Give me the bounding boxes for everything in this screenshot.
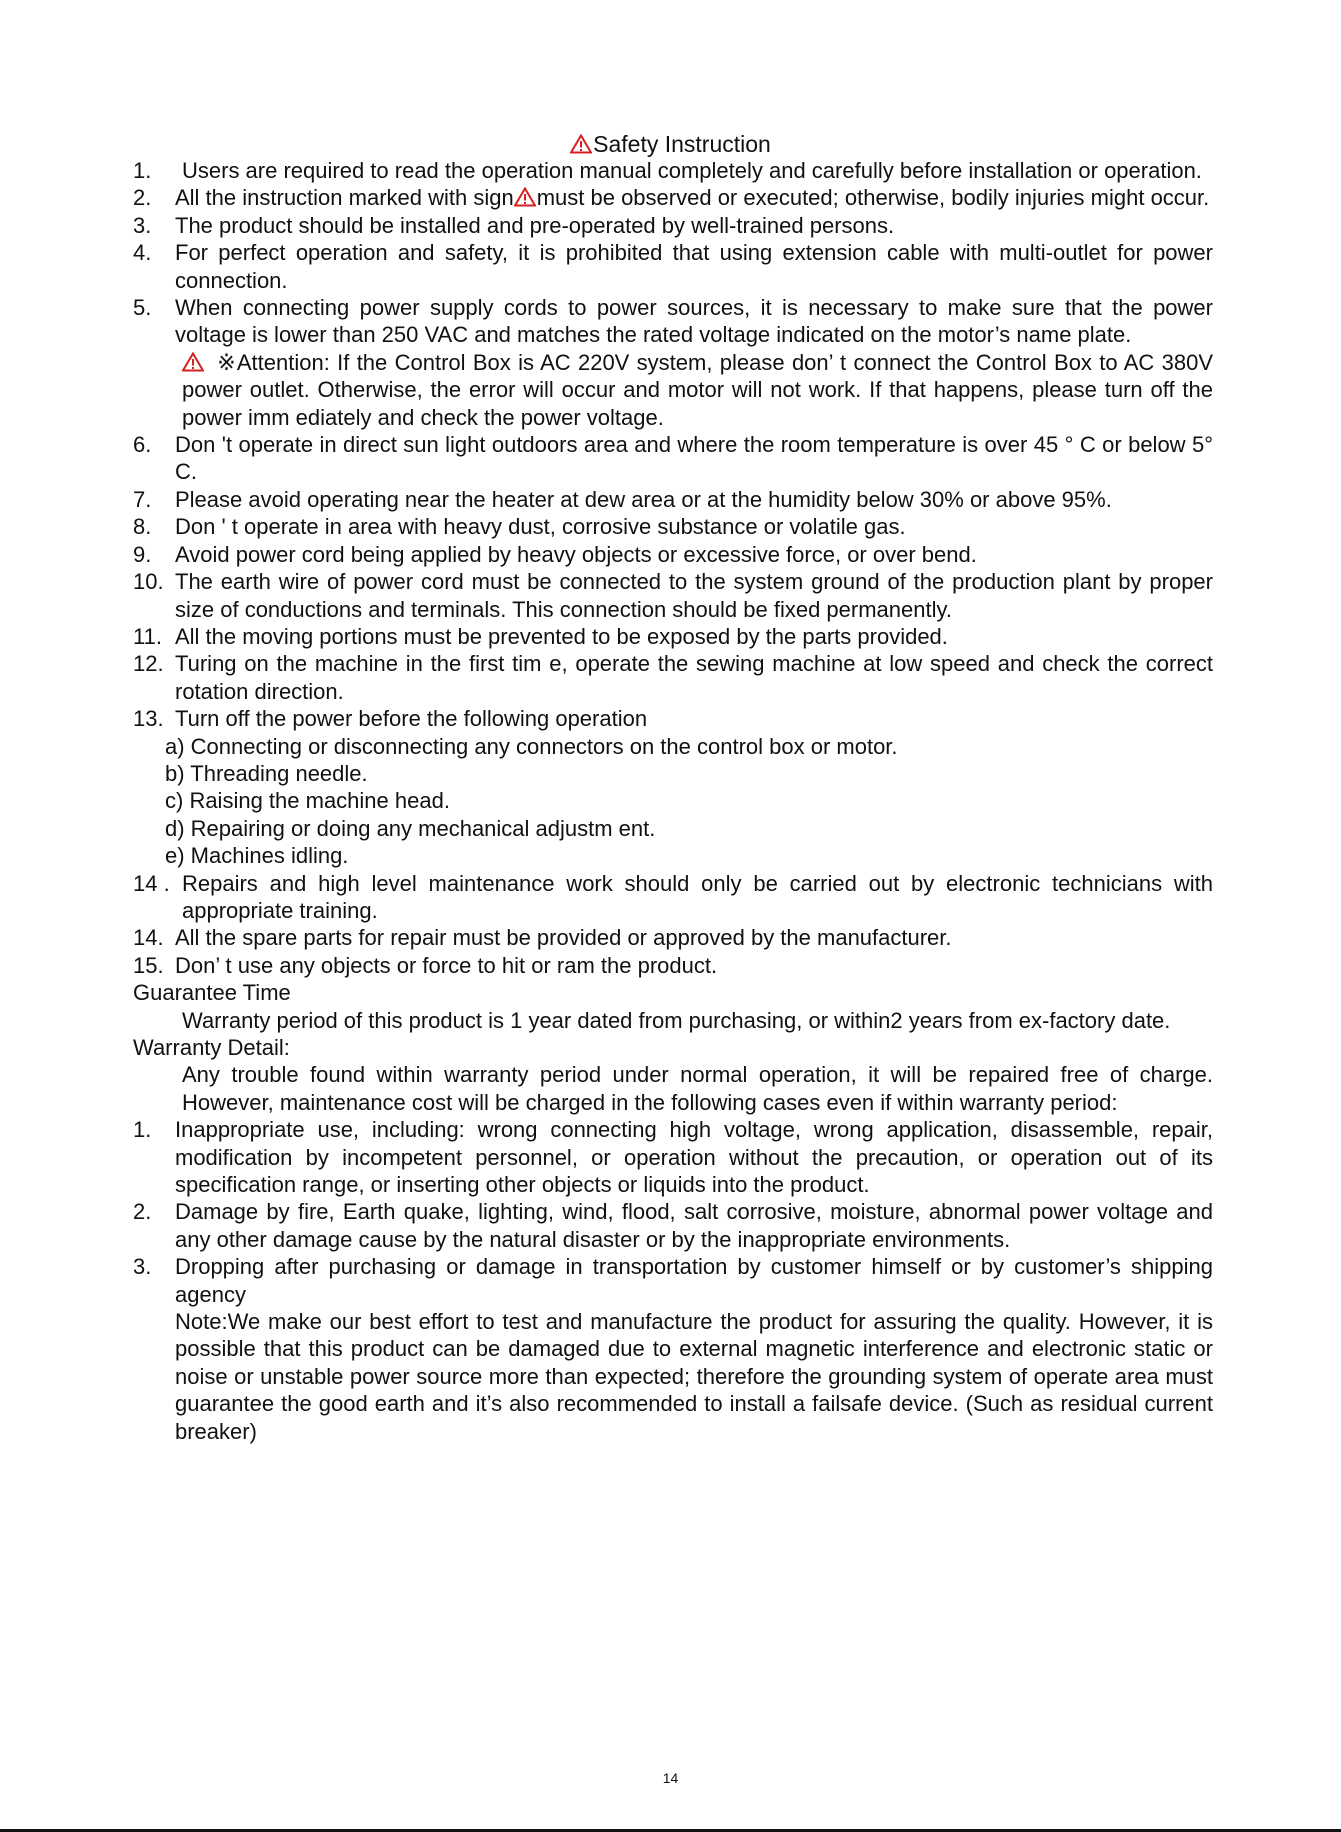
- item-text: Turn off the power before the following operation: [175, 706, 648, 732]
- item-number: 14 .: [133, 870, 170, 896]
- guarantee-text: Warranty period of this product is 1 year dated from purchasing, or within2 years from ex-factory date.: [182, 1007, 1171, 1033]
- item-text: Users are required to read the operation manual completely and carefully before installation or operation.: [182, 158, 1202, 183]
- item-number: 2.: [133, 1199, 152, 1225]
- item-text: Repairs and high level maintenance work should only be carried out by electronic technicians with appropriate training.: [182, 870, 1213, 923]
- attention-notice: [133, 349, 1213, 431]
- item-number: 14.: [133, 925, 164, 951]
- item-number: 2.: [133, 185, 152, 211]
- safety-item-2: [133, 184, 1213, 211]
- document-body: [133, 157, 1213, 1445]
- operation-subitem-a: a) Connecting or disconnecting any connectors on the control box or motor.: [165, 733, 898, 759]
- page-number: 14: [662, 1770, 679, 1786]
- item-number: 3.: [133, 1254, 152, 1280]
- operation-subitem-e: e) Machines idling.: [165, 843, 349, 869]
- item-number: 13.: [133, 706, 164, 732]
- safety-item-9: [133, 541, 1213, 568]
- item-text: Inappropriate use, including: wrong connecting high voltage, wrong application, disassemble, repair, modification by incompetent personnel, or operation without the precaution, or operation out of its specification range, or inserting other objects or liquids into the product.: [175, 1117, 1213, 1198]
- item-text: Don ' t operate in area with heavy dust, corrosive substance or volatile gas.: [175, 514, 906, 540]
- safety-item-5: [133, 294, 1213, 349]
- operation-subitems: [133, 733, 1213, 870]
- item-text: Dropping after purchasing or damage in transportation by customer himself or by customer’s shipping agency: [175, 1254, 1213, 1307]
- safety-item-3: [133, 212, 1213, 239]
- item-text: The product should be installed and pre-operated by well-trained persons.: [175, 212, 895, 238]
- item-text: [175, 184, 1213, 211]
- item-number: 5.: [133, 295, 152, 321]
- item-text: All the spare parts for repair must be provided or approved by the manufacturer.: [175, 925, 952, 951]
- item-text: When connecting power supply cords to power sources, it is necessary to make sure that the power voltage is lower than 250 VAC and matches the rated voltage indicated on the motor’s name plate.: [175, 295, 1213, 348]
- warranty-item-2: [133, 1198, 1213, 1253]
- safety-item-7: [133, 486, 1213, 513]
- warranty-heading: Warranty Detail:: [133, 1035, 290, 1060]
- safety-item-4: [133, 239, 1213, 294]
- operation-subitem-b: b) Threading needle.: [165, 760, 368, 786]
- item-text: Turing on the machine in the first tim e, operate the sewing machine at low speed and check the correct rotation direction.: [175, 651, 1213, 704]
- item-number: 3.: [133, 212, 152, 238]
- warning-triangle-icon: [182, 352, 204, 372]
- item-number: 11.: [133, 623, 162, 649]
- item-text-before: All the instruction marked with sign: [175, 185, 514, 211]
- item-number: 15.: [133, 952, 164, 978]
- item-number: 8.: [133, 514, 152, 540]
- safety-item-8: [133, 513, 1213, 540]
- item-text: Please avoid operating near the heater at dew area or at the humidity below 30% or above 95%.: [175, 486, 1112, 512]
- safety-item-1: [133, 157, 1213, 184]
- warranty-item-3: [133, 1253, 1213, 1308]
- warning-triangle-icon: [570, 134, 592, 154]
- safety-item-14b: [133, 924, 1213, 951]
- safety-item-12: [133, 650, 1213, 705]
- item-number: 1.: [133, 1117, 152, 1143]
- safety-item-13: [133, 705, 1213, 732]
- safety-item-6: [133, 431, 1213, 486]
- item-text: Damage by fire, Earth quake, lighting, wind, flood, salt corrosive, moisture, abnormal power voltage and any other damage cause by the natural disaster or by the inappropriate environments.: [175, 1199, 1213, 1252]
- item-number: 9.: [133, 541, 152, 567]
- attention-text: ※Attention: If the Control Box is AC 220V system, please don’ t connect the Control Box to AC 380V power outlet. Otherwise, the error will occur and motor will not work. If that happens, please turn off the power imm ediately and check the power voltage.: [182, 349, 1213, 430]
- item-text: For perfect operation and safety, it is prohibited that using extension cable with multi-outlet for power connection.: [175, 240, 1213, 293]
- item-number: 10.: [133, 569, 164, 595]
- item-number: 1.: [133, 158, 152, 183]
- title-text: Safety Instruction: [593, 131, 771, 157]
- safety-item-15: [133, 952, 1213, 979]
- item-text: Avoid power cord being applied by heavy objects or excessive force, or over bend.: [175, 541, 977, 567]
- safety-item-11: [133, 623, 1213, 650]
- warranty-item-1: [133, 1116, 1213, 1198]
- item-text: Don’ t use any objects or force to hit or ram the product.: [175, 952, 718, 978]
- warning-triangle-icon: [514, 187, 536, 207]
- warranty-intro: Any trouble found within warranty period under normal operation, it will be repaired free of charge. However, maintenance cost will be charged in the following cases even if within warranty period:: [182, 1062, 1213, 1115]
- operation-subitem-d: d) Repairing or doing any mechanical adjustm ent.: [165, 815, 656, 841]
- item-number: 6.: [133, 432, 152, 458]
- guarantee-heading: Guarantee Time: [133, 980, 291, 1006]
- item-text: The earth wire of power cord must be connected to the system ground of the production plant by proper size of conductions and terminals. This connection should be fixed permanently.: [175, 569, 1213, 622]
- item-text: Don 't operate in direct sun light outdoors area and where the room temperature is over 45 ° C or below 5° C.: [175, 432, 1213, 485]
- item-text-after: must be observed or executed; otherwise, bodily injuries might occur.: [536, 185, 1210, 211]
- safety-item-14a: [133, 870, 1213, 925]
- item-text: All the moving portions must be prevented to be exposed by the parts provided.: [175, 623, 948, 649]
- item-number: 7.: [133, 486, 152, 512]
- item-number: 4.: [133, 240, 152, 266]
- item-number: 12.: [133, 651, 164, 677]
- operation-subitem-c: c) Raising the machine head.: [165, 788, 450, 814]
- warranty-note: Note:We make our best effort to test and manufacture the product for assuring the quality. However, it is possible that this product can be damaged due to external magnetic interference and electronic static or noise or unstable power source more than expected; therefore the grounding system of operate area must guarantee the good earth and it’s also recommended to install a failsafe device. (Such as residual current breaker): [175, 1309, 1213, 1444]
- safety-item-10: [133, 568, 1213, 623]
- page-title: [0, 130, 1341, 158]
